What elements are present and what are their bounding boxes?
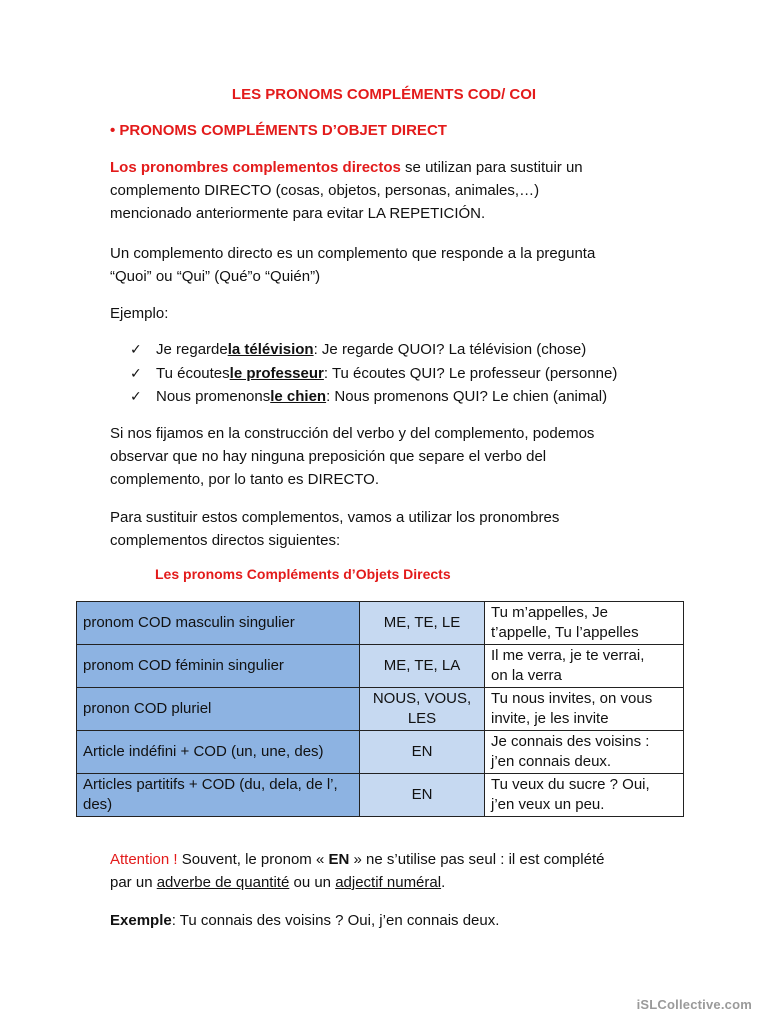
table-cell-example: Je connais des voisins : j’en connais deux.: [485, 731, 684, 774]
table-row: [77, 774, 684, 817]
table-cell-label: pronom COD masculin singulier: [77, 602, 360, 645]
table-cell-example: Tu veux du sucre ? Oui, j’en veux un peu.: [485, 774, 684, 817]
page-title: LES PRONOMS COMPLÉMENTS COD/ COI: [231, 86, 537, 103]
adverbe-term: adverbe de quantité: [156, 874, 290, 891]
attention-paragraph: Attention ! Souvent, le pronom « EN » ne s’utilise pas seul : il est complété par un adverbe de quantité ou un adjectif numéral.: [110, 851, 605, 891]
list-item: ✓ Nous promenons le chien : Nous promenons QUI? Le chien (animal): [130, 385, 617, 409]
definition-line-2: “Quoi” ou “Qui” (Qué”o “Quién”): [110, 268, 321, 285]
table-cell-pronouns: ME, TE, LE: [360, 602, 485, 645]
table-cell-pronouns: EN: [360, 774, 485, 817]
table-row: [77, 645, 684, 688]
table-row: [77, 688, 684, 731]
section-heading: • PRONOMS COMPLÉMENTS D’OBJET DIRECT: [110, 122, 447, 139]
definition-line-1: Un complemento directo es un complemento que responde a la pregunta: [110, 245, 596, 262]
intro-text-1: se utilizan para sustituir un: [400, 159, 583, 176]
table-cell-pronouns: NOUS, VOUS, LES: [360, 688, 485, 731]
exemple-label: Exemple: [110, 912, 172, 929]
example-keyword: la télévision: [227, 341, 314, 358]
example-keyword: le professeur: [229, 364, 324, 382]
table-title: Les pronoms Compléments d’Objets Directs: [155, 566, 451, 582]
intro-highlight: Los pronombres complementos directos: [110, 159, 401, 176]
watermark: iSLCollective.com: [636, 997, 752, 1012]
table-cell-label: Articles partitifs + COD (du, dela, de l’, des): [77, 774, 360, 817]
definition-paragraph: [110, 242, 670, 288]
table-row: [77, 602, 684, 645]
intro-text-2: complemento DIRECTO (cosas, objetos, personas, animales,…): [110, 182, 540, 199]
intro-text-3: mencionado anteriormente para evitar LA REPETICIÓN.: [110, 205, 486, 222]
attention-label: Attention !: [110, 851, 178, 868]
table-row: [77, 731, 684, 774]
table-cell-label: pronom COD féminin singulier: [77, 645, 360, 688]
substitute-paragraph: Para sustituir estos complementos, vamos a utilizar los pronombres complementos directos siguientes:: [110, 509, 560, 549]
list-item: ✓ Tu écoutes le professeur : Tu écoutes QUI? Le professeur (personne): [130, 362, 617, 386]
example-label: Ejemplo:: [110, 305, 169, 322]
table-cell-pronouns: EN: [360, 731, 485, 774]
list-item: ✓ Je regarde la télévision : Je regarde QUOI? La télévision (chose): [130, 338, 617, 362]
en-pronoun: EN: [328, 851, 350, 868]
check-icon: ✓: [130, 341, 142, 357]
adjectif-term: adjectif numéral: [335, 874, 442, 891]
example-list: [130, 338, 617, 409]
observation-paragraph: Si nos fijamos en la construcción del verbo y del complemento, podemos observar que no hay ninguna preposición que separe el verbo del complemento, por lo tanto es DIRECTO.: [110, 425, 595, 488]
intro-paragraph: [110, 156, 670, 225]
check-icon: ✓: [130, 364, 142, 381]
exemple-paragraph: Exemple: Tu connais des voisins ? Oui, j’en connais deux.: [110, 912, 500, 929]
table-cell-label: pronon COD pluriel: [77, 688, 360, 731]
table-cell-example: Tu nous invites, on vous invite, je les invite: [485, 688, 684, 731]
example-keyword: le chien: [270, 388, 327, 405]
check-icon: ✓: [130, 388, 142, 404]
table-cell-label: Article indéfini + COD (un, une, des): [77, 731, 360, 774]
table-cell-pronouns: ME, TE, LA: [360, 645, 485, 688]
cod-table: [76, 601, 684, 817]
table-cell-example: Il me verra, je te verrai, on la verra: [485, 645, 684, 688]
table-cell-example: Tu m’appelles, Je t’appelle, Tu l’appelles: [485, 602, 684, 645]
